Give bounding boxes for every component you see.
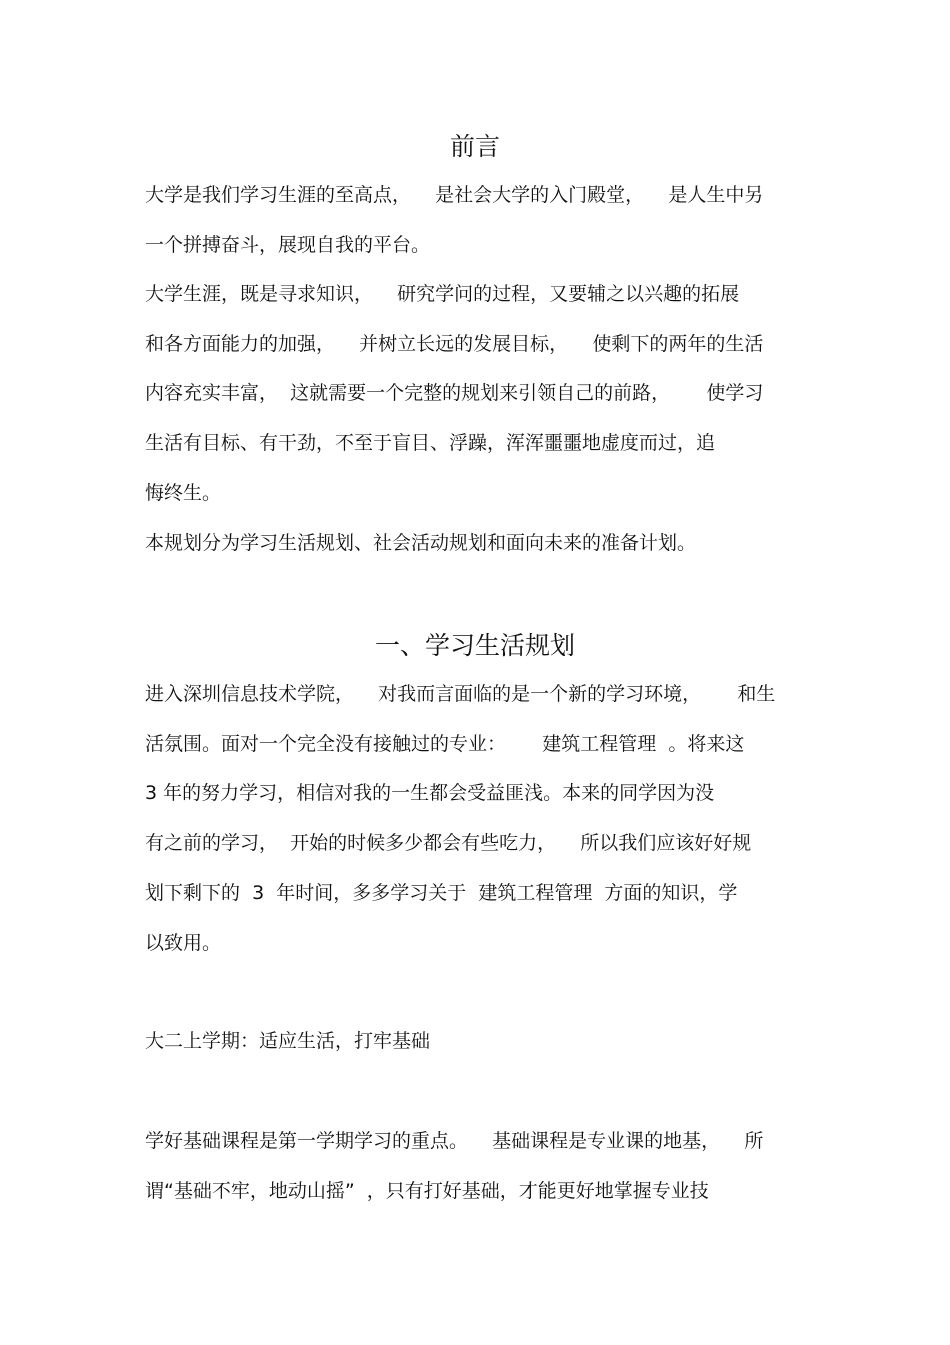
preface-line: 一个拼搏奋斗，展现自我的平台。 xyxy=(145,234,431,256)
preface-line: 本规划分为学习生活规划、社会活动规划和面向未来的准备计划。 xyxy=(145,532,697,554)
section-line: 有之前的学习， 开始的时候多少都会有些吃力， 所以我们应该好好规 xyxy=(145,832,752,854)
preface-line: 和各方面能力的加强， 并树立长远的发展目标， 使剩下的两年的生活 xyxy=(145,333,764,355)
section-line: 以致用。 xyxy=(145,932,222,954)
section-line: 进入深圳信息技术学院， 对我而言面临的是一个新的学习环境， 和生 xyxy=(145,683,776,705)
preface-line: 内容充实丰富， 这就需要一个完整的规划来引领自己的前路， 使学习 xyxy=(145,382,764,404)
preface-line: 悔终生。 xyxy=(145,482,222,504)
section-line: 活氛围。面对一个完全没有接触过的专业： 建筑工程管理 。将来这 xyxy=(145,733,745,755)
preface-line: 大学是我们学习生涯的至高点， 是社会大学的入门殿堂， 是人生中另 xyxy=(145,184,764,206)
preface-line: 大学生涯，既是寻求知识， 研究学问的过程，又要辅之以兴趣的拓展 xyxy=(145,283,740,305)
section-line: 谓“基础不牢，地动山摇” ，只有打好基础，才能更好地掌握专业技 xyxy=(145,1180,709,1202)
preface-title: 前言 xyxy=(449,132,500,161)
section-line: 3 年的努力学习，相信对我的一生都会受益匪浅。本来的同学因为没 xyxy=(145,782,715,804)
semester-subheading: 大二上学期：适应生活，打牢基础 xyxy=(145,1030,431,1052)
section-line: 划下剩下的 3 年时间，多多学习关于 建筑工程管理 方面的知识，学 xyxy=(145,882,738,904)
section-line: 学好基础课程是第一学期学习的重点。 基础课程是专业课的地基， 所 xyxy=(145,1130,764,1152)
section-title: 一、学习生活规划 xyxy=(374,631,575,660)
preface-line: 生活有目标、有干劲，不至于盲目、浮躁，浑浑噩噩地虚度而过，追 xyxy=(145,432,716,454)
